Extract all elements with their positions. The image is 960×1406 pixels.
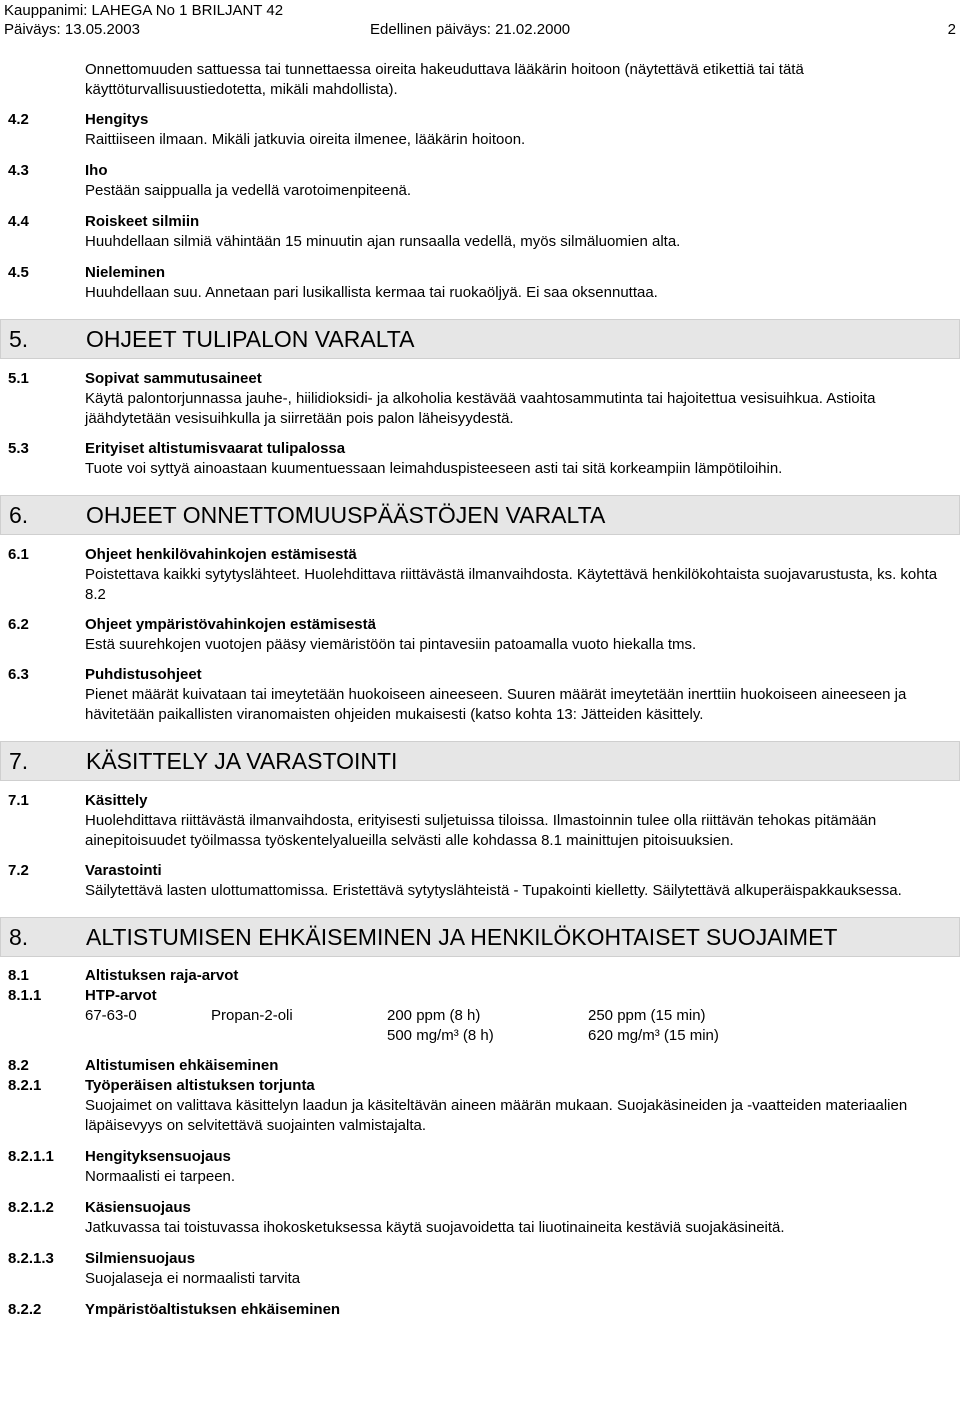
subsection-title: Ohjeet ympäristövahinkojen estämisestä <box>85 616 376 633</box>
subsection-text: Tuote voi syttyä ainoastaan kuumentuessaan leimahduspisteeseen asti tai sitä korkeampiin lämpötiloihin. <box>85 460 783 477</box>
subsection-8-2 <box>8 1056 954 1076</box>
header-dates <box>4 21 956 39</box>
header-product-name: Kauppanimi: LAHEGA No 1 BRILJANT 42 <box>4 2 284 19</box>
subsection-title: Erityiset altistumisvaarat tulipalossa <box>85 440 346 457</box>
subsection-text: Huolehdittava riittävästä ilmanvaihdosta, erityisesti suljetuissa tiloissa. Ilmastoinnin tulee olla riittävän tehokas pitämään ainepitoisuudet työilmassa työskentelyalueilla selvästi alle kohdassa 8.1 mainittujen pitoisuuksien. <box>85 812 877 849</box>
subsection-5-3 <box>8 439 954 479</box>
subsection-8-2-2 <box>8 1300 954 1320</box>
subsection-text: Estä suurehkojen vuotojen pääsy viemäristöön tai pintavesiin patoamalla vuoto hiekalla tms. <box>85 636 697 653</box>
subsection-7-2 <box>8 861 954 901</box>
subsection-number: 6.2 <box>8 616 29 633</box>
section-number: 6. <box>9 502 29 528</box>
subsection-number: 7.1 <box>8 792 29 809</box>
subsection-title: Iho <box>85 162 108 179</box>
section-number: 5. <box>9 326 29 352</box>
htp-8h-mg: 500 mg/m³ (8 h) <box>387 1027 494 1044</box>
subsection-title: Käsittely <box>85 792 148 809</box>
section-title: OHJEET TULIPALON VARALTA <box>86 326 415 352</box>
subsection-6-1 <box>8 545 954 605</box>
htp-15min-ppm: 250 ppm (15 min) <box>588 1007 706 1024</box>
subsection-text: Suojaimet on valittava käsittelyn laadun ja käsiteltävän aineen määrän mukaan. Suojakäsineiden ja -vaatteiden materiaalien läpäisevyys on selvitettävä suojainten valmistajalta. <box>85 1097 908 1134</box>
subsection-number: 4.3 <box>8 162 29 179</box>
subsection-text: Normaalisti ei tarpeen. <box>85 1168 236 1185</box>
subsection-title: Silmiensuojaus <box>85 1250 196 1267</box>
subsection-title: Altistuksen raja-arvot <box>85 967 239 984</box>
subsection-title: Sopivat sammutusaineet <box>85 370 262 387</box>
section-title: ALTISTUMISEN EHKÄISEMINEN JA HENKILÖKOHTAISET SUOJAIMET <box>86 924 838 950</box>
subsection-text: Poistettava kaikki sytytyslähteet. Huolehdittava riittävästä ilmanvaihdosta. Käytettävä henkilökohtaista suojavarustusta, ks. kohta 8.2 <box>85 566 938 603</box>
subsection-title: Varastointi <box>85 862 162 879</box>
subsection-title: Nieleminen <box>85 264 166 281</box>
subsection-number: 8.2.1.2 <box>8 1199 54 1216</box>
htp-15min-mg: 620 mg/m³ (15 min) <box>588 1027 719 1044</box>
header-previous-date: Edellinen päiväys: 21.02.2000 <box>370 21 571 38</box>
subsection-number: 5.1 <box>8 370 29 387</box>
subsection-number: 4.2 <box>8 111 29 128</box>
subsection-text: Suojalaseja ei normaalisti tarvita <box>85 1270 301 1287</box>
subsection-8-2-1-2 <box>8 1198 954 1238</box>
subsection-8-1 <box>8 966 954 986</box>
subsection-number: 8.2.2 <box>8 1301 42 1318</box>
document-body <box>8 58 954 1320</box>
subsection-text: Jatkuvassa tai toistuvassa ihokosketuksessa käytä suojavoidetta tai liuotinaineita kestäviä suojakäsineitä. <box>85 1219 785 1236</box>
subsection-6-3 <box>8 665 954 725</box>
subsection-text: Pestään saippualla ja vedellä varotoimenpiteenä. <box>85 182 412 199</box>
section-number: 8. <box>9 924 29 950</box>
subsection-7-1 <box>8 791 954 851</box>
subsection-4-4 <box>8 212 954 252</box>
subsection-text: Säilytettävä lasten ulottumattomissa. Eristettävä sytytyslähteistä - Tupakointi kielletty. Säilytettävä alkuperäispakkauksessa. <box>85 882 902 899</box>
subsection-8-1-1 <box>8 986 954 1006</box>
section-number: 7. <box>9 748 29 774</box>
subsection-6-2 <box>8 615 954 655</box>
subsection-number: 4.4 <box>8 213 29 230</box>
subsection-4-3 <box>8 161 954 201</box>
subsection-number: 5.3 <box>8 440 29 457</box>
htp-substance: Propan-2-oli <box>211 1007 293 1024</box>
subsection-8-2-1-1 <box>8 1147 954 1187</box>
subsection-text: Pienet määrät kuivataan tai imeytetään huokoiseen aineeseen. Suuren määrät imeytetään inerttiin huokoiseen aineeseen ja hävitetään paikallisten viranomaisten ohjeiden mukaisesti (katso kohta 13: Jätteiden käsittely. <box>85 686 907 723</box>
subsection-text: Käytä palontorjunnassa jauhe-, hiilidioksidi- ja alkoholia kestävää vaahtosammutinta tai hajoitettua vesisuihkua. Astioita jäähdytetään vesisuihkulla ja siirretään pois palon läheisyydestä. <box>85 390 876 427</box>
section-heading-7 <box>0 741 960 781</box>
subsection-title: Käsiensuojaus <box>85 1199 191 1216</box>
page-number: 2 <box>947 21 956 38</box>
subsection-4-2 <box>8 110 954 150</box>
first-aid-intro: Onnettomuuden sattuessa tai tunnettaessa oireita hakeuduttava lääkärin hoitoon (näytettävä etikettiä tai tätä käyttöturvallisuustiedotetta, mikäli mahdollista). <box>85 61 804 98</box>
htp-8h-ppm: 200 ppm (8 h) <box>387 1007 481 1024</box>
subsection-title: Puhdistusohjeet <box>85 666 202 683</box>
subsection-title: HTP-arvot <box>85 987 157 1004</box>
subsection-title: Ohjeet henkilövahinkojen estämisestä <box>85 546 357 563</box>
subsection-text: Huuhdellaan silmiä vähintään 15 minuutin ajan runsaalla vedellä, myös silmäluomien alta. <box>85 233 681 250</box>
subsection-8-2-1 <box>8 1076 954 1136</box>
subsection-number: 8.2.1.1 <box>8 1148 54 1165</box>
subsection-number: 8.2.1 <box>8 1077 42 1094</box>
subsection-number: 7.2 <box>8 862 29 879</box>
subsection-4-5 <box>8 263 954 303</box>
subsection-number: 8.1.1 <box>8 987 42 1004</box>
section-title: OHJEET ONNETTOMUUSPÄÄSTÖJEN VARALTA <box>86 502 606 528</box>
subsection-title: Työperäisen altistuksen torjunta <box>85 1077 315 1094</box>
subsection-title: Roiskeet silmiin <box>85 213 200 230</box>
section-heading-5 <box>0 319 960 359</box>
subsection-number: 8.2 <box>8 1057 29 1074</box>
subsection-number: 6.3 <box>8 666 29 683</box>
subsection-title: Altistumisen ehkäiseminen <box>85 1057 279 1074</box>
section-heading-6 <box>0 495 960 535</box>
header-date: Päiväys: 13.05.2003 <box>4 21 140 38</box>
subsection-text: Huuhdellaan suu. Annetaan pari lusikallista kermaa tai ruokaöljyä. Ei saa oksennuttaa. <box>85 284 658 301</box>
subsection-title: Hengityksensuojaus <box>85 1148 231 1165</box>
subsection-8-2-1-3 <box>8 1249 954 1289</box>
subsection-5-1 <box>8 369 954 429</box>
subsection-number: 8.2.1.3 <box>8 1250 54 1267</box>
subsection-number: 4.5 <box>8 264 29 281</box>
subsection-text: Raittiiseen ilmaan. Mikäli jatkuvia oireita ilmenee, lääkärin hoitoon. <box>85 131 526 148</box>
htp-values-table <box>8 1006 954 1046</box>
htp-cas-number: 67-63-0 <box>85 1007 137 1024</box>
section-title: KÄSITTELY JA VARASTOINTI <box>86 748 398 774</box>
subsection-title: Hengitys <box>85 111 149 128</box>
subsection-number: 6.1 <box>8 546 29 563</box>
subsection-number: 8.1 <box>8 967 29 984</box>
subsection-title: Ympäristöaltistuksen ehkäiseminen <box>85 1301 341 1318</box>
section-heading-8 <box>0 917 960 957</box>
